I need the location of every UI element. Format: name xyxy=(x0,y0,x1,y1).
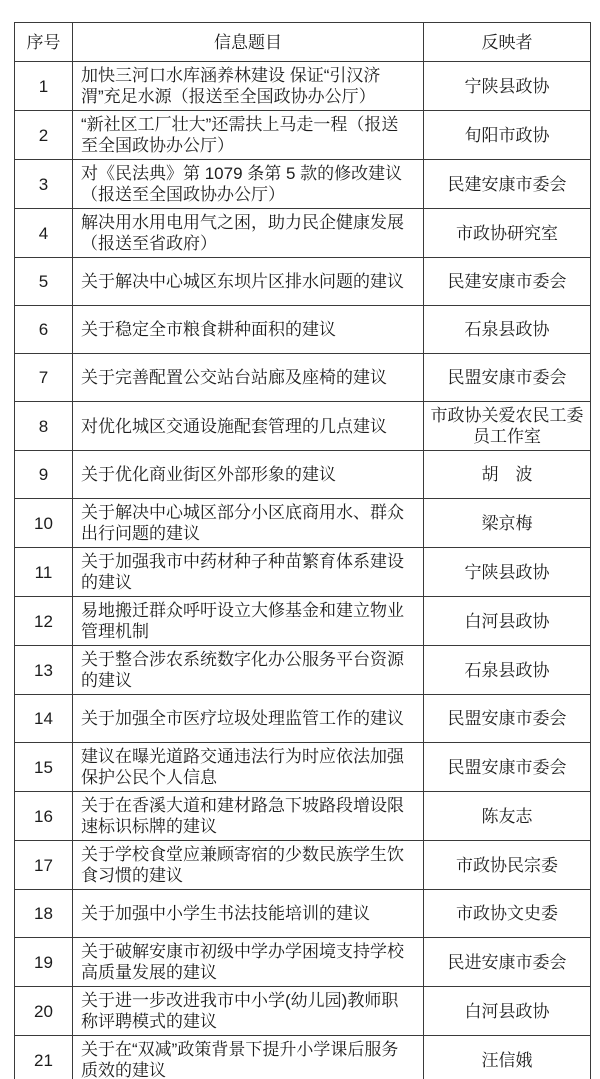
row-serial-number: 7 xyxy=(15,354,73,402)
row-serial-number: 13 xyxy=(15,646,73,695)
row-serial-number: 17 xyxy=(15,841,73,890)
row-reporter: 石泉县政协 xyxy=(424,306,591,354)
table-row xyxy=(15,62,591,111)
row-reporter: 民盟安康市委会 xyxy=(424,695,591,743)
row-serial-number: 20 xyxy=(15,987,73,1036)
row-info-title: 关于加强我市中药材种子种苗繁育体系建设的建议 xyxy=(73,548,424,597)
table-row xyxy=(15,160,591,209)
row-reporter: 陈友志 xyxy=(424,792,591,841)
row-serial-number: 14 xyxy=(15,695,73,743)
table-row xyxy=(15,743,591,792)
row-serial-number: 9 xyxy=(15,451,73,499)
row-info-title: 关于进一步改进我市中小学(幼儿园)教师职称评聘模式的建议 xyxy=(73,987,424,1036)
row-serial-number: 6 xyxy=(15,306,73,354)
row-info-title: 对优化城区交通设施配套管理的几点建议 xyxy=(73,402,424,451)
row-reporter: 白河县政协 xyxy=(424,597,591,646)
row-serial-number: 1 xyxy=(15,62,73,111)
table-row xyxy=(15,451,591,499)
header-info-title: 信息题目 xyxy=(73,23,424,62)
table-row xyxy=(15,258,591,306)
row-serial-number: 4 xyxy=(15,209,73,258)
row-reporter: 梁京梅 xyxy=(424,499,591,548)
row-reporter: 旬阳市政协 xyxy=(424,111,591,160)
row-reporter: 民进安康市委会 xyxy=(424,938,591,987)
row-serial-number: 3 xyxy=(15,160,73,209)
table-row xyxy=(15,354,591,402)
row-info-title: 建议在曝光道路交通违法行为时应依法加强保护公民个人信息 xyxy=(73,743,424,792)
table-header xyxy=(15,23,591,62)
row-reporter: 胡 波 xyxy=(424,451,591,499)
table-row xyxy=(15,1036,591,1079)
row-info-title: 关于稳定全市粮食耕种面积的建议 xyxy=(73,306,424,354)
row-info-title: 解决用水用电用气之困，助力民企健康发展（报送至省政府） xyxy=(73,209,424,258)
table-body xyxy=(15,62,591,1079)
table-row xyxy=(15,792,591,841)
row-serial-number: 8 xyxy=(15,402,73,451)
row-reporter: 汪信娥 xyxy=(424,1036,591,1079)
row-reporter: 民盟安康市委会 xyxy=(424,743,591,792)
row-info-title: 关于优化商业街区外部形象的建议 xyxy=(73,451,424,499)
row-serial-number: 5 xyxy=(15,258,73,306)
row-info-title: 加快三河口水库涵养林建设 保证“引汉济渭”充足水源（报送至全国政协办公厅） xyxy=(73,62,424,111)
row-serial-number: 15 xyxy=(15,743,73,792)
row-reporter: 民建安康市委会 xyxy=(424,258,591,306)
row-reporter: 市政协民宗委 xyxy=(424,841,591,890)
row-serial-number: 11 xyxy=(15,548,73,597)
table-row xyxy=(15,306,591,354)
header-row xyxy=(15,23,591,62)
row-reporter: 民盟安康市委会 xyxy=(424,354,591,402)
table-row xyxy=(15,841,591,890)
header-serial-number: 序号 xyxy=(15,23,73,62)
table-row xyxy=(15,209,591,258)
table-row xyxy=(15,111,591,160)
table-row xyxy=(15,987,591,1036)
row-serial-number: 19 xyxy=(15,938,73,987)
row-reporter: 市政协关爱农民工委员工作室 xyxy=(424,402,591,451)
table-row xyxy=(15,646,591,695)
row-info-title: 关于整合涉农系统数字化办公服务平台资源的建议 xyxy=(73,646,424,695)
row-serial-number: 2 xyxy=(15,111,73,160)
row-serial-number: 16 xyxy=(15,792,73,841)
row-info-title: 关于完善配置公交站台站廊及座椅的建议 xyxy=(73,354,424,402)
table-row xyxy=(15,548,591,597)
row-reporter: 市政协研究室 xyxy=(424,209,591,258)
row-info-title: 关于破解安康市初级中学办学困境支持学校高质量发展的建议 xyxy=(73,938,424,987)
row-info-title: 关于加强中小学生书法技能培训的建议 xyxy=(73,890,424,938)
table-row xyxy=(15,402,591,451)
row-info-title: 关于在香溪大道和建材路急下坡路段增设限速标识标牌的建议 xyxy=(73,792,424,841)
row-info-title: “新社区工厂壮大”还需扶上马走一程（报送至全国政协办公厅） xyxy=(73,111,424,160)
row-reporter: 民建安康市委会 xyxy=(424,160,591,209)
row-reporter: 石泉县政协 xyxy=(424,646,591,695)
header-reporter: 反映者 xyxy=(424,23,591,62)
table-row xyxy=(15,890,591,938)
row-info-title: 关于学校食堂应兼顾寄宿的少数民族学生饮食习惯的建议 xyxy=(73,841,424,890)
row-reporter: 白河县政协 xyxy=(424,987,591,1036)
row-reporter: 市政协文史委 xyxy=(424,890,591,938)
row-serial-number: 18 xyxy=(15,890,73,938)
table-row xyxy=(15,597,591,646)
table-row xyxy=(15,695,591,743)
row-reporter: 宁陕县政协 xyxy=(424,548,591,597)
row-info-title: 易地搬迁群众呼吁设立大修基金和建立物业管理机制 xyxy=(73,597,424,646)
row-info-title: 对《民法典》第 1079 条第 5 款的修改建议（报送至全国政协办公厅） xyxy=(73,160,424,209)
info-table xyxy=(14,22,591,1079)
row-info-title: 关于加强全市医疗垃圾处理监管工作的建议 xyxy=(73,695,424,743)
row-serial-number: 12 xyxy=(15,597,73,646)
row-reporter: 宁陕县政协 xyxy=(424,62,591,111)
row-serial-number: 21 xyxy=(15,1036,73,1079)
table-row xyxy=(15,938,591,987)
row-info-title: 关于解决中心城区东坝片区排水问题的建议 xyxy=(73,258,424,306)
row-info-title: 关于在“双减”政策背景下提升小学课后服务质效的建议 xyxy=(73,1036,424,1079)
row-serial-number: 10 xyxy=(15,499,73,548)
row-info-title: 关于解决中心城区部分小区底商用水、群众出行问题的建议 xyxy=(73,499,424,548)
table-row xyxy=(15,499,591,548)
